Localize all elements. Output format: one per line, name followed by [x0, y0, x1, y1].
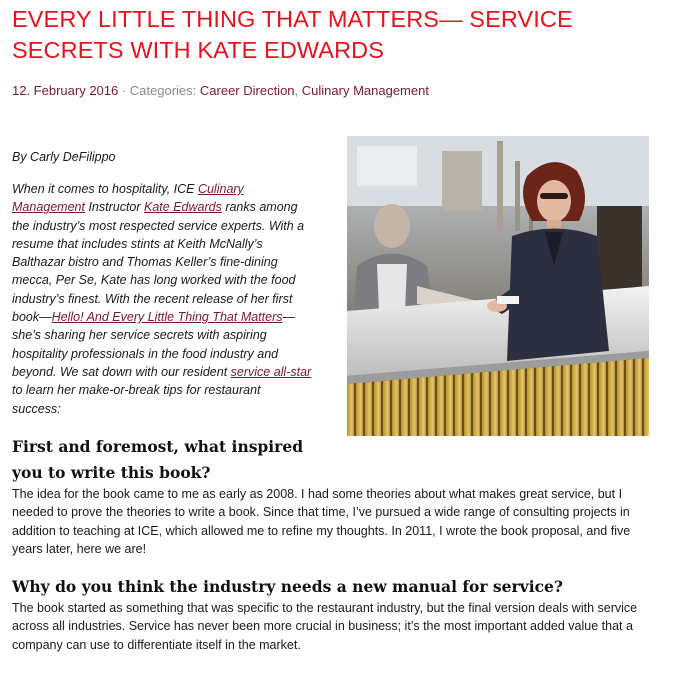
intro-text: to learn her make-or-break tips for restaurant success: [12, 383, 261, 416]
link-book-title[interactable]: Hello! And Every Little Thing That Matters [51, 310, 283, 325]
post-meta [12, 83, 429, 98]
intro-text: ranks among the industry’s most respected service experts. With a resume that includes stints at Keith McNally’s Balthazar bistro and Thomas Keller’s fine-dining mecca, Per Se, Kate has long worked with the food industry’s finest. With the recent release of her first book— [12, 200, 305, 325]
link-culinary-management[interactable]: Culinary Management [12, 182, 244, 215]
category-separator: , [294, 83, 302, 98]
intro-text: When it comes to hospitality, ICE [12, 182, 198, 196]
category-link-culinary-management[interactable]: Culinary Management [301, 83, 429, 98]
answer-paragraph-2: The book started as something that was specific to the restaurant industry, but the final version deals with service across all industries. Service has never been more crucial in business; it’s the most important added value that a company can use to differentiate itself in the market. [12, 601, 638, 652]
categories-label: · Categories: [118, 83, 200, 98]
link-kate-edwards[interactable]: Kate Edwards [144, 200, 222, 215]
answer-paragraph-1: The idea for the book came to me as early as 2008. I had some theories about what makes great service, but I needed to prove the theories to write a book. Since that time, I’ve pursued a wide range of consulting projects in addition to teaching at ICE, which allowed me to refine my thoughts. In 2011, I wrote the book proposal, and five years later, here we are! [12, 487, 631, 556]
intro-paragraph [12, 180, 312, 418]
intro-text: —she’s sharing her service secrets with aspiring hospitality professionals in the food industry and beyond. We sat down with our resident [12, 310, 295, 379]
intro-text: Instructor [84, 200, 145, 215]
post-date: 12. February 2016 [12, 83, 119, 98]
article-photo [347, 136, 649, 436]
link-service-all-star[interactable]: service all-star [230, 364, 312, 379]
byline: By Carly DeFilippo [12, 150, 116, 164]
article-title: EVERY LITTLE THING THAT MATTERS— SERVICE SECRETS WITH KATE EDWARDS [12, 6, 573, 63]
category-link-career-direction[interactable]: Career Direction [199, 83, 295, 98]
question-heading-2: Why do you think the industry needs a new manual for service? [12, 577, 563, 596]
question-heading-1: First and foremost, what inspired you to write this book? [12, 437, 304, 482]
